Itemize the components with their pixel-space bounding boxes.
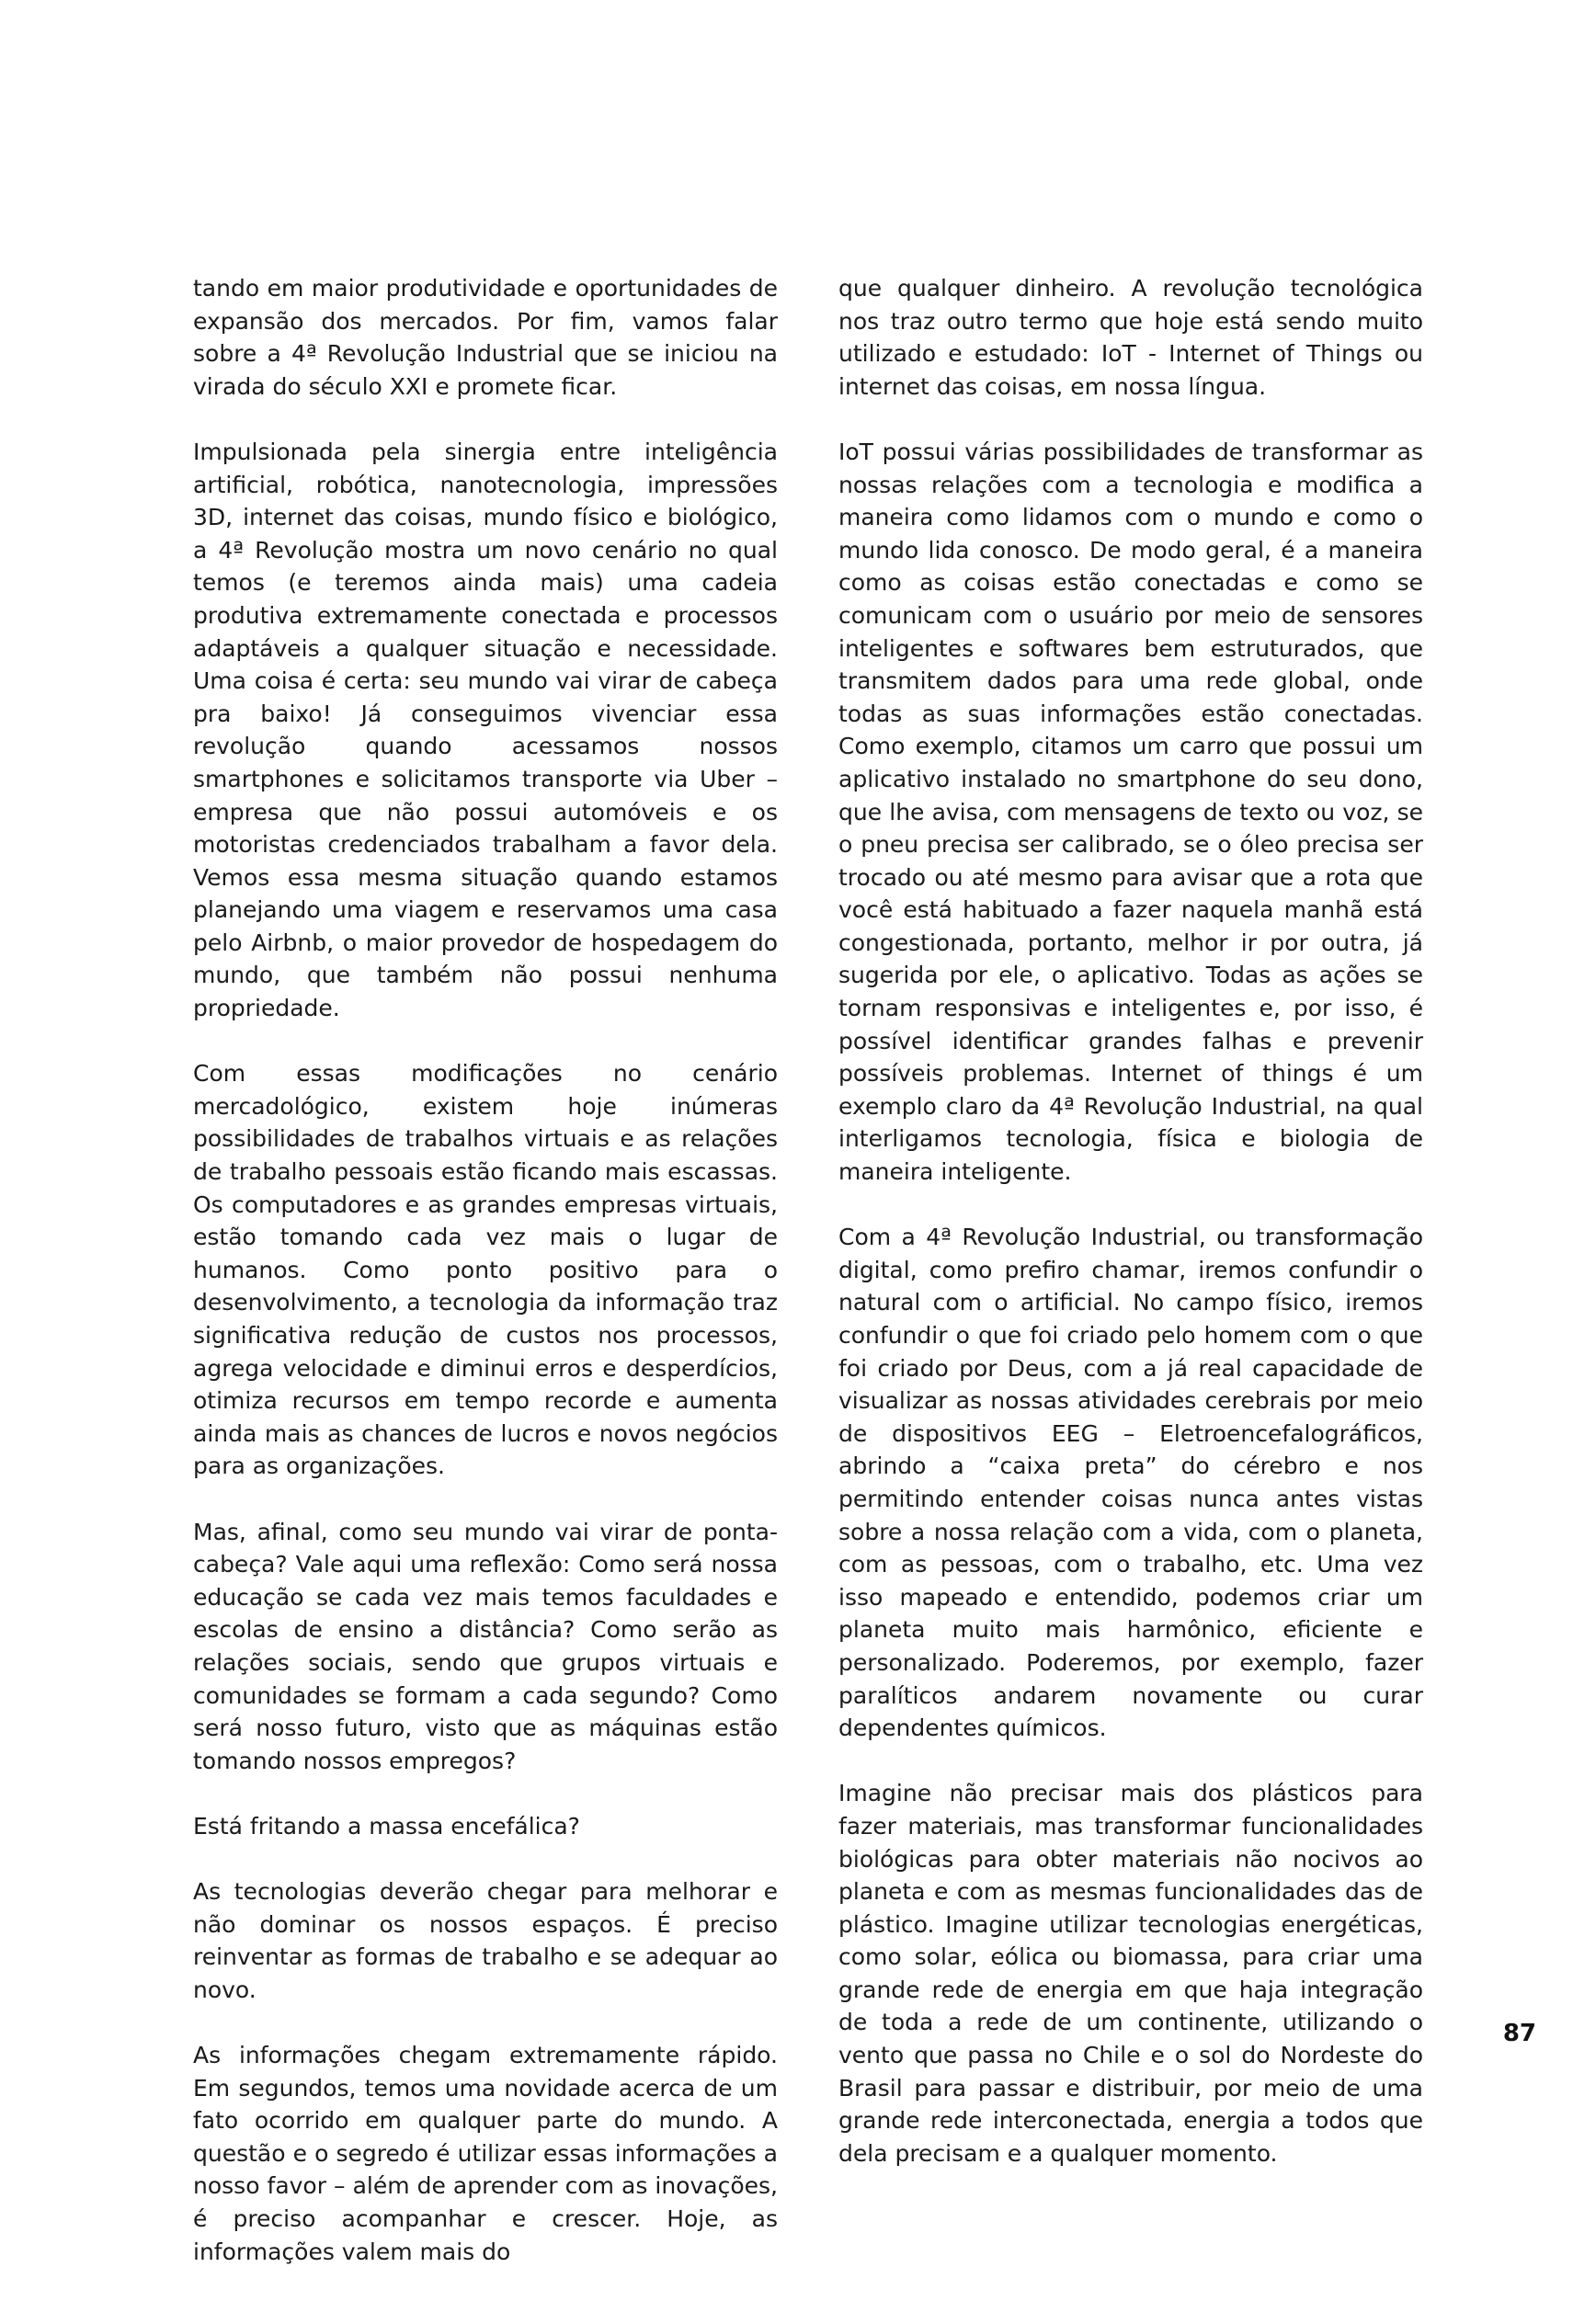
paragraph: Impulsionada pela sinergia entre inteligência artificial, robótica, nanotecnologia, impressões 3D, internet das coisas, mundo físico e biológico, a 4ª Revolução mostra um novo cenário no qual temos (e teremos ainda mais) uma cadeia produtiva extremamente conectada e processos adaptáveis a qualquer situação e necessidade. Uma coisa é certa: seu mundo vai virar de cabeça pra baixo! Já conseguimos vivenciar essa revolução quando acessamos nossos smartphones e solicitamos transporte via Uber – empresa que não possui automóveis e os motoristas credenciados trabalham a favor dela. Vemos essa mesma situação quando estamos planejando uma viagem e reservamos uma casa pelo Airbnb, o maior provedor de hospedagem do mundo, que também não possui nenhuma propriedade. [193, 438, 778, 1022]
paragraph: IoT possui várias possibilidades de transformar as nossas relações com a tecnologia e modifica a maneira como lidamos com o mundo e como o mundo lida conosco. De modo geral, é a maneira como as coisas estão conectadas e como se comunicam com o usuário por meio de sensores inteligentes e softwares bem estruturados, que transmitem dados para uma rede global, onde todas as suas informações estão conectadas. Como exemplo, citamos um carro que possui um aplicativo instalado no smartphone do seu dono, que lhe avisa, com mensagens de texto ou voz, se o pneu precisa ser calibrado, se o óleo precisa ser trocado ou até mesmo para avisar que a rota que você está habituado a fazer naquela manhã está congestionada, portanto, melhor ir por outra, já sugerida por ele, o aplicativo. Todas as ações se tornam responsivas e inteligentes e, por isso, é possível identificar grandes falhas e prevenir possíveis problemas. Internet of things é um exemplo claro da 4ª Revolução Industrial, na qual interligamos tecnologia, física e biologia de maneira inteligente. [838, 438, 1423, 1186]
left-text-column [193, 272, 778, 2301]
paragraph: As informações chegam extremamente rápido. Em segundos, temos uma novidade acerca de um fato ocorrido em qualquer parte do mundo. A questão e o segredo é utilizar essas informações a nosso favor – além de aprender com as inovações, é preciso acompanhar e crescer. Hoje, as informações valem mais do [193, 2042, 778, 2265]
paragraph: Com essas modificações no cenário mercadológico, existem hoje inúmeras possibilidades de trabalhos virtuais e as relações de trabalho pessoais estão ficando mais escassas. Os computadores e as grandes empresas virtuais, estão tomando cada vez mais o lugar de humanos. Como ponto positivo para o desenvolvimento, a tecnologia da informação traz significativa redução de custos nos processos, agrega velocidade e diminui erros e desperdícios, otimiza recursos em tempo recorde e aumenta ainda mais as chances de lucros e novos negócios para as organizações. [193, 1060, 778, 1480]
page-number: 87 [1502, 2020, 1536, 2047]
paragraph: que qualquer dinheiro. A revolução tecnológica nos traz outro termo que hoje está sendo muito utilizado e estudado: IoT - Internet of Things ou internet das coisas, em nossa língua. [838, 275, 1423, 400]
paragraph: Imagine não precisar mais dos plásticos para fazer materiais, mas transformar funcionalidades biológicas para obter materiais não nocivos ao planeta e com as mesmas funcionalidades das de plástico. Imagine utilizar tecnologias energéticas, como solar, eólica ou biomassa, para criar uma grande rede de energia em que haja integração de toda a rede de um continente, utilizando o vento que passa no Chile e o sol do Nordeste do Brasil para passar e distribuir, por meio de uma grande rede interconectada, energia a todos que dela precisam e a qualquer momento. [838, 1780, 1423, 2167]
paragraph: Está fritando a massa encefálica? [193, 1812, 580, 1840]
paragraph: Mas, afinal, como seu mundo vai virar de ponta-cabeça? Vale aqui uma reflexão: Como será nossa educação se cada vez mais temos faculdades e escolas de ensino a distância? Como serão as relações sociais, sendo que grupos virtuais e comunidades se formam a cada segundo? Como será nosso futuro, visto que as máquinas estão tomando nossos empregos? [193, 1518, 778, 1774]
paragraph: As tecnologias deverão chegar para melhorar e não dominar os nossos espaços. É preciso reinventar as formas de trabalho e se adequar ao novo. [193, 1878, 778, 2003]
paragraph: Com a 4ª Revolução Industrial, ou transformação digital, como prefiro chamar, iremos confundir o natural com o artificial. No campo físico, iremos confundir o que foi criado pelo homem com o que foi criado por Deus, com a já real capacidade de visualizar as nossas atividades cerebrais por meio de dispositivos EEG – Eletroencefalográficos, abrindo a “caixa preta” do cérebro e nos permitindo entender coisas nunca antes vistas sobre a nossa relação com a vida, com o planeta, com as pessoas, com o trabalho, etc. Uma vez isso mapeado e entendido, podemos criar um planeta muito mais harmônico, eficiente e personalizado. Poderemos, por exemplo, fazer paralíticos andarem novamente ou curar dependentes químicos. [838, 1224, 1423, 1742]
right-text-column [838, 272, 1423, 2203]
paragraph: tando em maior produtividade e oportunidades de expansão dos mercados. Por fim, vamos falar sobre a 4ª Revolução Industrial que se iniciou na virada do século XXI e promete ficar. [193, 275, 778, 400]
